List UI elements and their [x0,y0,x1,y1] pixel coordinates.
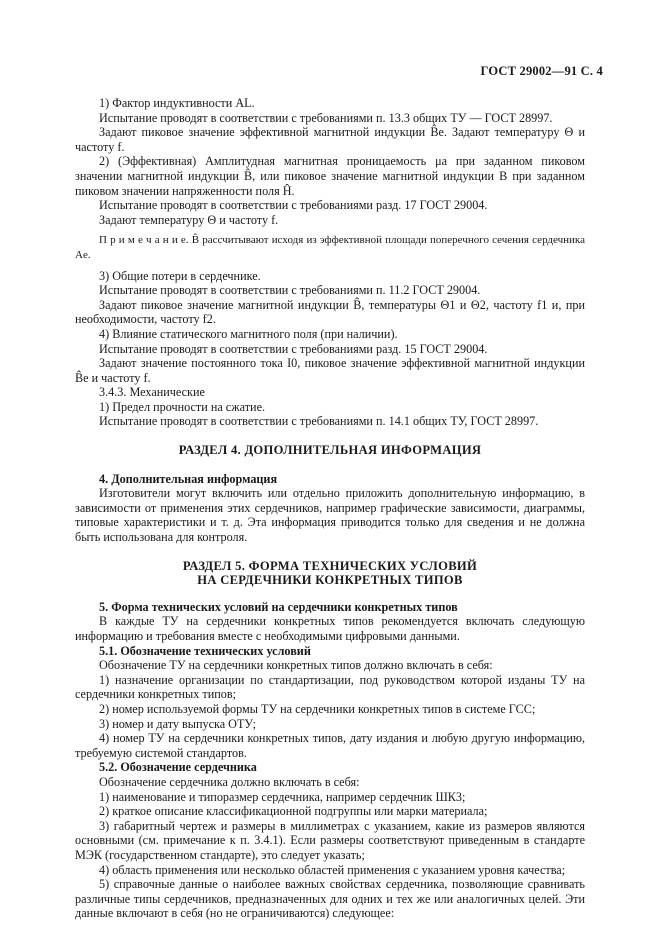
section-5-title: РАЗДЕЛ 5. ФОРМА ТЕХНИЧЕСКИХ УСЛОВИЙ [182,558,478,573]
section-5-title-line2: НА СЕРДЕЧНИКИ КОНКРЕТНЫХ ТИПОВ [197,573,463,588]
paragraph: Испытание проводят в соответствии с требованиями п. 11.2 ГОСТ 29004. [99,283,481,298]
paragraph: Испытание проводят в соответствии с требованиями п. 14.1 общих ТУ, ГОСТ 28997. [99,414,539,429]
list-item: 3) номер и дату выпуска ОТУ; [99,716,256,731]
paragraph: Задают пиковое значение эффективной магнитной индукции B̂e. Задают температуру Θ и частоту f. [75,125,585,154]
list-item: 2) краткое описание классификационной подгруппы или марки материала; [99,804,488,819]
paragraph: Испытание проводят в соответствии с требованиями разд. 15 ГОСТ 29004. [99,341,488,356]
list-item: 4) номер ТУ на сердечники конкретных типов, дату издания и любую другую информацию, требуемую системой стандартов. [75,731,585,760]
paragraph: Изготовители могут включить или отдельно приложить дополнительную информацию, в зависимости от применения этих сердечников, например графические зависимости, диаграммы, типовые характеристики и т. д. Эта информация приводится только для сведения и не должна быть использована для контроля. [75,486,585,545]
note: П р и м е ч а н и е. B̂ рассчитывают исходя из эффективной площади поперечного сечения сердечника Ae. [75,234,585,261]
list-item: 1) назначение организации по стандартизации, под руководством которой изданы ТУ на сердечники конкретных типов; [75,672,585,702]
paragraph: Задают пиковое значение магнитной индукции B̂, температуры Θ1 и Θ2, частоту f1 и, при необходимости, частоту f2. [75,297,585,327]
paragraph: Задают температуру Θ и частоту f. [99,212,279,227]
list-item: 1) наименование и типоразмер сердечника, например сердечник ШК3; [99,789,466,804]
paragraph: 3.4.3. Механические [99,385,205,400]
list-item: 2) номер используемой формы ТУ на сердечники конкретных типов в системе ГСС; [99,701,536,716]
list-item: 4) область применения или несколько областей применения с указанием уровня качества; [99,862,566,877]
paragraph: Испытание проводят в соответствии с требованиями разд. 17 ГОСТ 29004. [99,198,488,213]
list-item: 5) справочные данные о наиболее важных свойствах сердечника, позволяющие сравнивать различные типы сердечников, предназначенных для одних и тех же или аналогичных целей. Эти данные включают в себя (но не ограничиваются) следующее: [75,877,585,921]
paragraph: В каждые ТУ на сердечники конкретных типов рекомендуется включать следующую информацию и требования вместе с необходимыми цифровыми данными. [75,614,585,643]
paragraph: 1) Предел прочности на сжатие. [99,399,266,414]
page-content [75,96,585,921]
subsection-heading: 5.1. Обозначение технических условий [99,643,311,658]
paragraph: 3) Общие потери в сердечнике. [99,268,261,283]
paragraph: Обозначение сердечника должно включать в себя: [99,774,360,789]
page-header: ГОСТ 29002—91 С. 4 [480,64,603,78]
paragraph: Испытание проводят в соответствии с требованиями п. 13.3 общих ТУ — ГОСТ 28997. [99,110,553,125]
subsection-heading: 5.2. Обозначение сердечника [99,760,257,775]
paragraph: Задают значение постоянного тока I0, пиковое значение эффективной магнитной индукции B̂e и частоту f. [75,356,585,385]
paragraph: 4) Влияние статического магнитного поля (при наличии). [99,326,398,341]
paragraph: 1) Фактор индуктивности AL. [99,96,255,110]
section-5-heading: 5. Форма технических условий на сердечники конкретных типов [99,599,458,614]
section-4-heading: 4. Дополнительная информация [99,471,278,486]
paragraph: 2) (Эффективная) Амплитудная магнитная проницаемость μa при заданном пиковом значении магнитной индукции B̂, или пиковое значение магнитной индукции B при заданном пиковом значении напряженности поля Ĥ. [75,154,585,198]
paragraph: Обозначение ТУ на сердечники конкретных типов должно включать в себя: [99,658,493,673]
list-item: 3) габаритный чертеж и размеры в миллиметрах с указанием, какие из размеров являются основными (см. примечание к п. 3.4.1). Если размеры соответствуют приведенным в стандарте МЭК (государственном стандарте), это следует указать; [75,818,585,862]
section-4-title: РАЗДЕЛ 4. ДОПОЛНИТЕЛЬНАЯ ИНФОРМАЦИЯ [178,443,482,458]
